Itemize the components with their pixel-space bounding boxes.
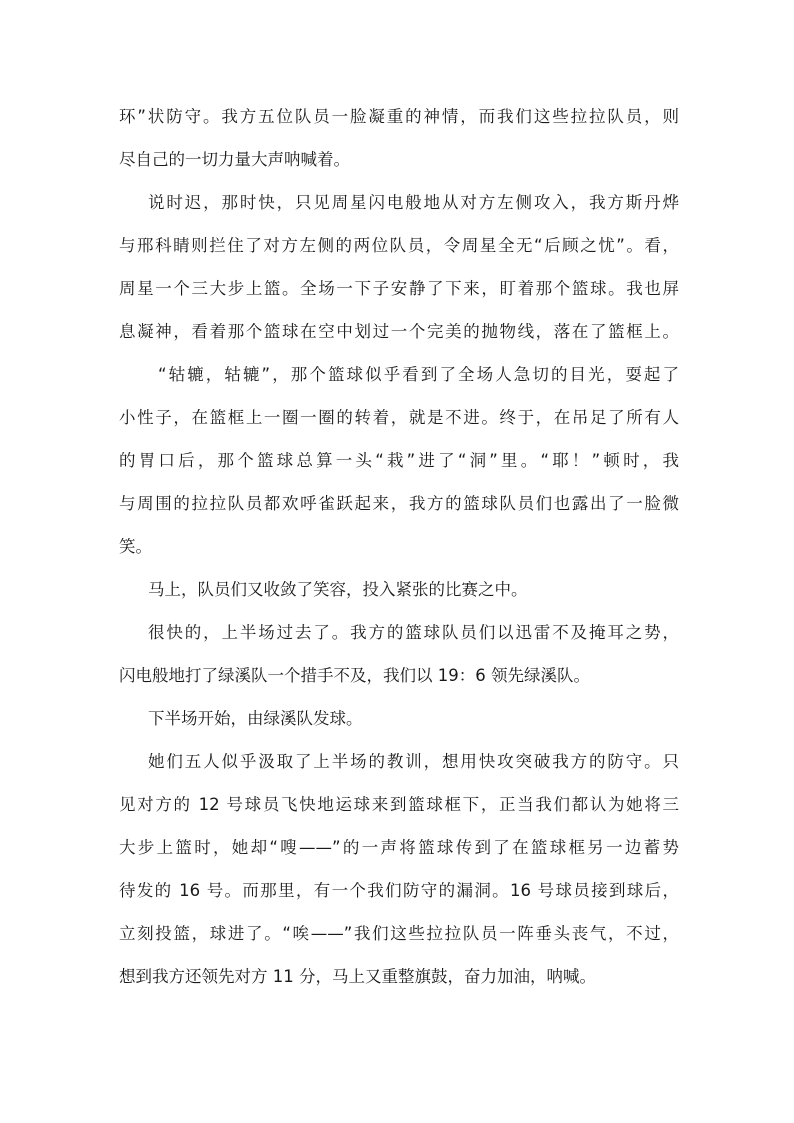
- text-line: 与周围的拉拉队员都欢呼雀跃起来，我方的篮球队员们也露出了一脸微: [119, 494, 679, 513]
- text-line: 很快的，上半场过去了。我方的篮球队员们以迅雷不及掩耳之势，: [148, 623, 679, 642]
- text-line: 小性子，在篮框上一圈一圈的转着，就是不进。终于，在吊足了所有人: [119, 408, 679, 427]
- text-line: 周星一个三大步上篮。全场一下子安静了下来，盯着那个篮球。我也屏: [119, 279, 679, 298]
- text-line: 下半场开始，由绿溪队发球。: [148, 709, 363, 728]
- text-line: 见对方的 12 号球员飞快地运球来到篮球框下，正当我们都认为她将三: [119, 795, 679, 814]
- text-line: 马上，队员们又收敛了笑容，投入紧张的比赛之中。: [148, 580, 528, 599]
- text-line: 笑。: [119, 537, 152, 556]
- text-line: 尽自己的一切力量大声呐喊着。: [119, 150, 350, 169]
- text-line: 她们五人似乎汲取了上半场的教训，想用快攻突破我方的防守。只: [148, 752, 679, 771]
- text-line: 待发的 16 号。而那里，有一个我们防守的漏洞。16 号球员接到球后，: [119, 881, 679, 900]
- text-line: 大步上篮时，她却“嗖——”的一声将篮球传到了在篮球框另一边蓄势: [119, 838, 679, 857]
- text-line: 与邢科睛则拦住了对方左侧的两位队员，令周星全无“后顾之忧”。看，: [119, 236, 679, 255]
- text-line: 想到我方还领先对方 11 分，马上又重整旗鼓，奋力加油，呐喊。: [119, 967, 596, 986]
- text-line: 闪电般地打了绿溪队一个措手不及，我们以 19：6 领先绿溪队。: [119, 666, 590, 685]
- text-line: 的胃口后，那个篮球总算一头“栽”进了“洞”里。“耶！”顿时，我: [119, 451, 679, 470]
- text-line: “轱辘，轱辘”，那个篮球似乎看到了全场人急切的目光，耍起了: [158, 365, 679, 384]
- text-line: 息凝神，看着那个篮球在空中划过一个完美的抛物线，落在了篮框上。: [119, 322, 679, 341]
- text-line: 环”状防守。我方五位队员一脸凝重的神情，而我们这些拉拉队员，则: [119, 107, 679, 126]
- text-line: 立刻投篮，球进了。“唉——”我们这些拉拉队员一阵垂头丧气，不过，: [119, 924, 679, 943]
- text-line: 说时迟，那时快，只见周星闪电般地从对方左侧攻入，我方斯丹烨: [148, 193, 679, 212]
